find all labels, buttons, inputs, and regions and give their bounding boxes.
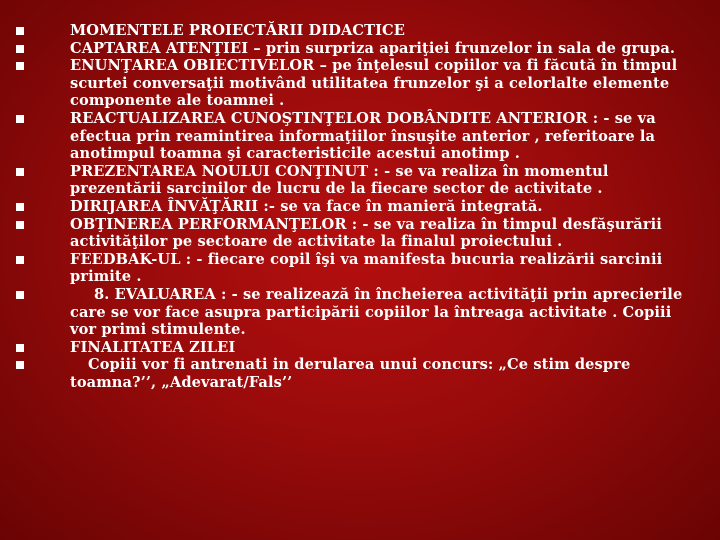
square-bullet-icon [16,115,24,123]
list-item [54,40,694,58]
square-bullet-icon [16,203,24,211]
list-item [54,286,694,339]
item-text: FEEDBAK-UL : - fiecare copil îşi va manifesta bucuria realizării sarcinii primite . [70,250,663,286]
list-item [54,22,694,40]
list-item [54,339,694,357]
square-bullet-icon [16,256,24,264]
square-bullet-icon [16,168,24,176]
item-text: OBŢINEREA PERFORMANŢELOR : - se va realiza în timpul desfăşurării activităţilor pe sectoare de activitate la finalul proiectului . [70,215,662,251]
bullet-list [54,22,694,391]
list-item [54,216,694,251]
item-text: FINALITATEA ZILEI [70,338,236,356]
square-bullet-icon [16,45,24,53]
list-item [54,198,694,216]
list-item [54,251,694,286]
square-bullet-icon [16,344,24,352]
item-text: MOMENTELE PROIECTĂRII DIDACTICE [70,22,405,39]
list-item [54,57,694,110]
square-bullet-icon [16,221,24,229]
item-text: 8. EVALUAREA : - se realizează în încheierea activităţii prin aprecierile care se vor face asupra participării copiilor la întreaga activitate . Copiii vor primi stimulente. [70,285,683,339]
item-text: ENUNŢAREA OBIECTIVELOR – pe înţelesul copiilor va fi făcută în timpul scurtei conversaţii motivând utilitatea frunzelor şi a celorlalte elemente componente ale toamnei . [70,57,678,110]
item-text: PREZENTAREA NOULUI CONŢINUT : - se va realiza în momentul prezentării sarcinilor de lucru de la fiecare sector de activitate . [70,162,609,198]
list-item [54,356,694,391]
item-text: CAPTAREA ATENŢIEI – prin surpriza apariţiei frunzelor in sala de grupa. [70,39,676,57]
item-text: DIRIJAREA ÎNVĂŢĂRII :- se va face în manieră integrată. [70,197,543,215]
square-bullet-icon [16,27,24,35]
list-item [54,110,694,163]
item-text: REACTUALIZAREA CUNOŞTINŢELOR DOBÂNDITE ANTERIOR : - se va efectua prin reamintirea informaţiilor însuşite anterior , referitoare la anotimpul toamna şi caracteristicile acestui anotimp . [70,109,656,163]
square-bullet-icon [16,291,24,299]
square-bullet-icon [16,361,24,369]
item-text: Copiii vor fi antrenati in derularea unui concurs: „Ce stim despre toamna?’’, „Adevarat/Fals’’ [70,356,631,391]
list-item [54,163,694,198]
square-bullet-icon [16,62,24,70]
